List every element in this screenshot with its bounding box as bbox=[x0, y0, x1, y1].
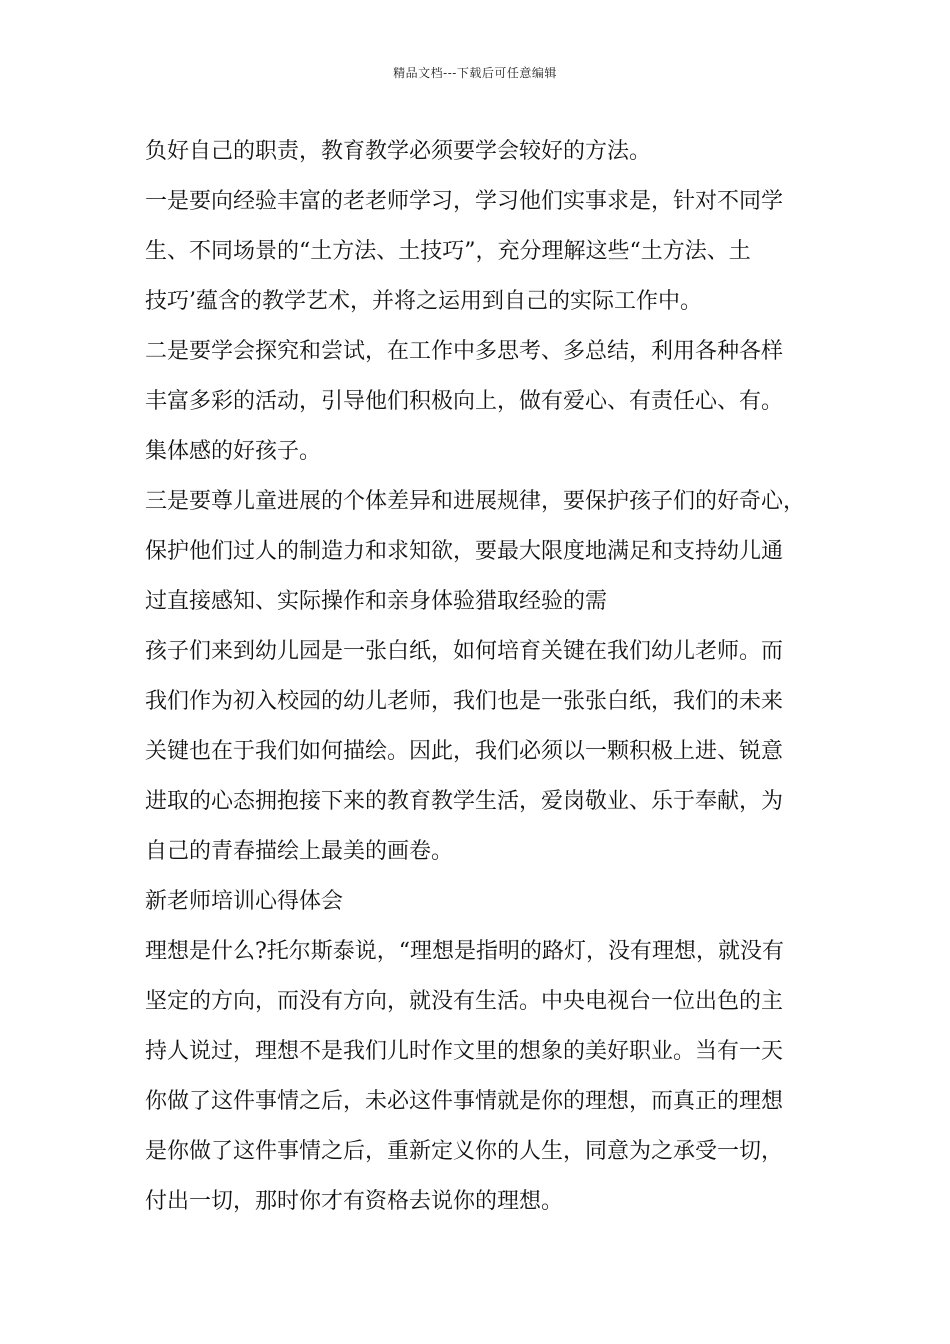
text-line: 过直接感知、实际操作和亲身体验猎取经验的需 bbox=[145, 589, 608, 614]
text-line: 一是要向经验丰富的老老师学习，学习他们实事求是，针对不同学 bbox=[145, 189, 784, 214]
text-line: 是你做了这件事情之后，重新定义你的人生，同意为之承受一切， bbox=[145, 1139, 784, 1164]
text-line: 持人说过，理想不是我们儿时作文里的想象的美好职业。当有一天 bbox=[145, 1039, 784, 1064]
text-line: 丰富多彩的活动，引导他们积极向上，做有爱心、有责任心、有。 bbox=[145, 389, 784, 414]
text-line: 进取的心态拥抱接下来的教育教学生活，爱岗敬业、乐于奉献，为 bbox=[145, 789, 784, 814]
text-line: 技巧’蕴含的教学艺术，并将之运用到自己的实际工作中。 bbox=[145, 289, 702, 314]
text-line: 坚定的方向，而没有方向，就没有生活。中央电视台一位出色的主 bbox=[145, 989, 784, 1014]
text-line: 你做了这件事情之后，未必这件事情就是你的理想，而真正的理想 bbox=[145, 1089, 784, 1114]
text-line: 保护他们过人的制造力和求知欲，要最大限度地满足和支持幼儿通 bbox=[145, 539, 784, 564]
text-line: 负好自己的职责，教育教学必须要学会较好的方法。 bbox=[145, 139, 652, 164]
text-line: 我们作为初入校园的幼儿老师，我们也是一张张白纸，我们的未来 bbox=[145, 689, 784, 714]
page-header: 精品文档---下载后可任意编辑 bbox=[393, 66, 557, 80]
section-heading: 新老师培训心得体会 bbox=[145, 889, 344, 914]
text-line: 二是要学会探究和尝试，在工作中多思考、多总结，利用各种各样 bbox=[145, 339, 784, 364]
text-line: 关键也在于我们如何描绘。因此，我们必须以一颗积极上进、锐意 bbox=[145, 739, 784, 764]
text-line: 自己的青春描绘上最美的画卷。 bbox=[145, 839, 454, 864]
text-line: 付出一切，那时你才有资格去说你的理想。 bbox=[145, 1189, 564, 1214]
text-line: 三是要尊儿童进展的个体差异和进展规律，要保护孩子们的好奇心， bbox=[145, 489, 806, 514]
text-line: 集体感的好孩子。 bbox=[145, 439, 322, 464]
text-line: 孩子们来到幼儿园是一张白纸，如何培育关键在我们幼儿老师。而 bbox=[145, 639, 784, 664]
text-line: 理想是什么?托尔斯泰说，“理想是指明的路灯，没有理想，就没有 bbox=[145, 939, 785, 964]
text-line: 生、不同场景的“土方法、土技巧”，充分理解这些“土方法、土 bbox=[145, 239, 751, 264]
document-body bbox=[145, 127, 835, 1227]
